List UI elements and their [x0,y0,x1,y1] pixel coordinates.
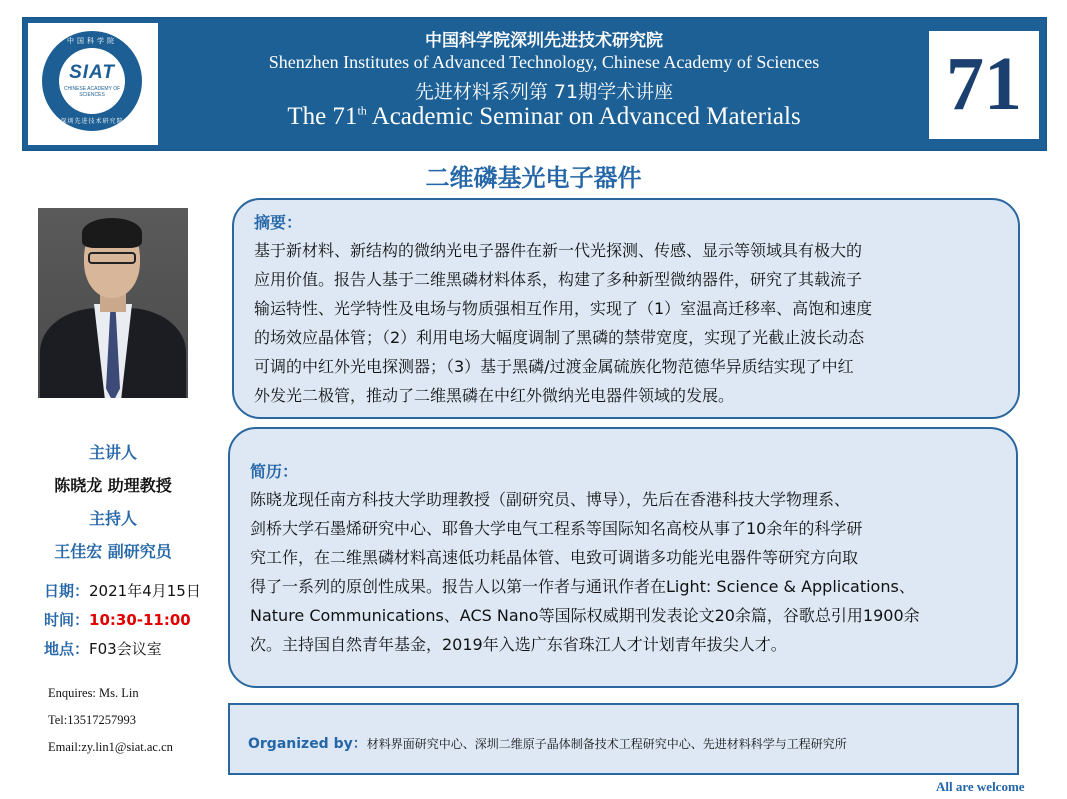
organizer-value: 材料界面研究中心、深圳二维原子晶体制备技术工程研究中心、先进材料科学与工程研究所 [366,737,847,751]
logo-subtext: CHINESE ACADEMY OF SCIENCES [63,86,121,98]
seminar-series-cn: 先进材料系列第 71期学术讲座 [414,81,674,103]
logo-inner-circle [59,48,125,114]
place-value: F03会议室 [89,640,162,658]
logo-abbr: SIAT [69,62,115,83]
issue-number-box [929,31,1039,139]
contact-email[interactable]: Email:zy.lin1@siat.ac.cn [48,740,173,754]
logo-ring-bottom-text: 深圳先进技术研究院 [60,118,124,125]
bio-line: 得了一系列的原创性成果。报告人以第一作者与通讯作者在Light: Science & Applications、 [250,577,915,596]
date-row [44,580,201,601]
time-row [44,609,191,630]
institute-name-cn: 中国科学院深圳先进技术研究院 [425,31,663,51]
photo-glasses [88,252,136,264]
time-value: 10:30-11:00 [89,611,191,629]
bio-line: Nature Communications、ACS Nano等国际权威期刊发表论文20余篇，谷歌总引用1900余 [250,606,920,625]
abstract-line: 外发光二极管，推动了二维黑磷在中红外微纳光电器件领域的发展。 [254,386,735,405]
seminar-series-en-suffix: Academic Seminar on Advanced Materials [366,103,801,130]
bio-line: 剑桥大学石墨烯研究中心、耶鲁大学电气工程系等国际知名高校从事了10余年的科学研 [250,519,863,538]
bio-line: 究工作，在二维黑磷材料高速低功耗晶体管、电致可调谐多功能光电器件等研究方向取 [250,548,859,567]
issue-number: 71 [946,42,1022,126]
abstract-body [254,236,1014,410]
institute-name-en: Shenzhen Institutes of Advanced Technology, Chinese Academy of Sciences [268,52,820,72]
bio-heading: 简历： [250,462,299,481]
host-name: 王佳宏 副研究员 [54,542,172,561]
abstract-heading: 摘要： [254,213,303,232]
seminar-series-en [164,103,924,131]
seminar-title: 二维磷基光电子器件 [425,164,642,192]
logo-ring-top-text: 中国科学院 [67,37,117,45]
abstract-line: 输运特性、光学特性及电场与物质强相互作用，实现了（1）室温高迁移率、高饱和速度 [254,299,873,318]
abstract-line: 应用价值。报告人基于二维黑磷材料体系，构建了多种新型微纳器件，研究了其载流子 [254,270,863,289]
date-value: 2021年4月15日 [89,582,201,600]
logo-container [28,23,158,145]
place-row [44,638,162,659]
organizer-label: Organized by： [248,736,367,752]
seminar-series-en-sup: th [357,103,367,118]
host-label: 主持人 [88,509,137,528]
organizer-row [248,733,847,753]
abstract-line: 基于新材料、新结构的微纳光电子器件在新一代光探测、传感、显示等领域具有极大的 [254,241,863,260]
abstract-line: 可调的中红外光电探测器；（3）基于黑磷/过渡金属硫族化物范德华异质结实现了中红 [254,357,854,376]
place-label: 地点： [44,640,90,658]
speaker-label: 主讲人 [88,443,137,462]
bio-panel [228,427,1018,688]
photo-hair [82,218,142,248]
bio-body [250,485,1012,659]
seminar-series-en-prefix: The 71 [287,103,358,130]
contact-tel: Tel:13517257993 [48,713,137,727]
date-label: 日期： [44,582,90,600]
abstract-panel [232,198,1020,419]
organizer-box [228,703,1019,775]
welcome-note: All are welcome [936,779,1025,794]
abstract-line: 的场效应晶体管；（2）利用电场大幅度调制了黑磷的禁带宽度，实现了光截止波长动态 [254,328,865,347]
speaker-name: 陈晓龙 助理教授 [54,476,172,495]
speaker-photo [38,208,188,398]
header-banner [22,17,1047,151]
contact-enquires: Enquires: Ms. Lin [48,686,139,700]
bio-line: 次。主持国自然青年基金，2019年入选广东省珠江人才计划青年拔尖人才。 [250,635,787,654]
siat-logo [42,31,142,131]
time-label: 时间： [44,611,90,629]
bio-line: 陈晓龙现任南方科技大学助理教授（副研究员、博导），先后在香港科技大学物理系、 [250,490,851,509]
